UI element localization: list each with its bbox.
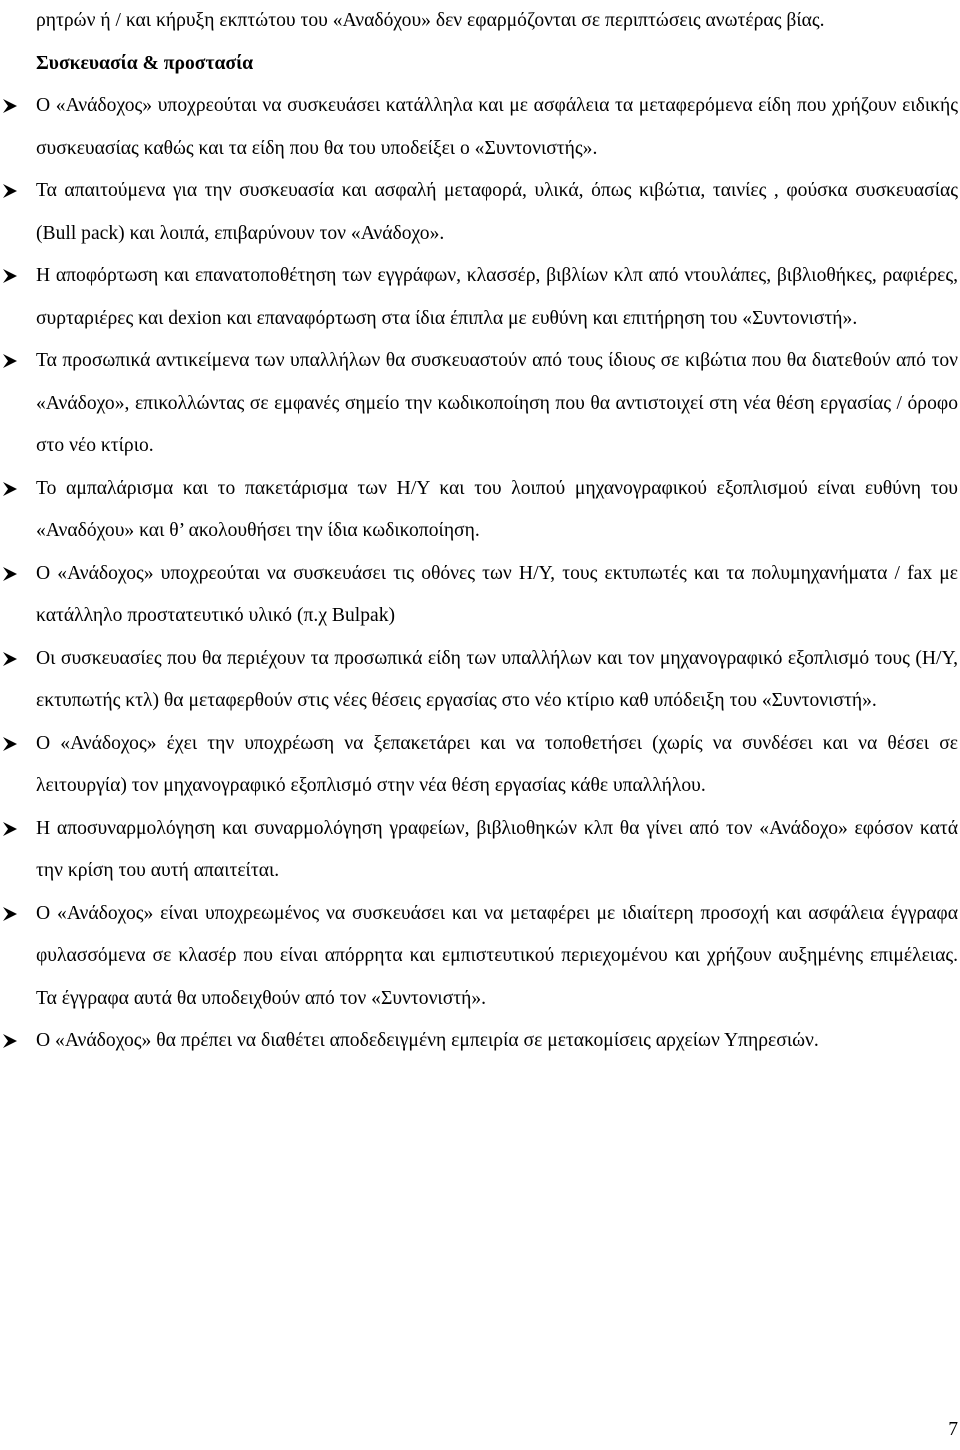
list-item: [36, 1020, 958, 1063]
page-number: 7: [948, 1419, 958, 1440]
arrow-bullet-icon: [2, 893, 18, 935]
arrow-bullet-icon: [2, 255, 18, 297]
list-item-text: Ο «Ανάδοχος» είναι υποχρεωμένος να συσκευάσει και να μεταφέρει με ιδιαίτερη προσοχή και ασφάλεια έγγραφα φυλασσόμενα σε κλασέρ που είναι απόρρητα και εμπιστευτικού περιεχομένου και χρήζουν αυξημένης επιμέλειας. Τα έγγραφα αυτά θα υποδειχθούν από τον «Συντονιστή».: [36, 902, 958, 1009]
list-item-text: Το αμπαλάρισμα και το πακετάρισμα των Η/Υ και του λοιπού μηχανογραφικού εξοπλισμού είναι ευθύνη του «Αναδόχου» και θ’ ακολουθήσει την ίδια κωδικοποίηση.: [36, 477, 958, 541]
section-heading: Συσκευασία & προστασία: [36, 52, 254, 74]
list-item-text: Τα απαιτούμενα για την συσκευασία και ασφαλή μεταφορά, υλικά, όπως κιβώτια, ταινίες , φούσκα συσκευασίας (Bull pack) και λοιπά, επιβαρύνουν τον «Ανάδοχο».: [36, 180, 958, 244]
list-item-text: Ο «Ανάδοχος» υποχρεούται να συσκευάσει τις οθόνες των Η/Υ, τους εκτυπωτές και τα πολυμηχανήματα / fax με κατάλληλο προστατευτικό υλικό (π.χ Bulpak): [36, 562, 958, 626]
list-item: [36, 170, 958, 255]
arrow-bullet-icon: [2, 170, 18, 212]
arrow-bullet-icon: [2, 638, 18, 680]
list-item: [36, 85, 958, 170]
arrow-bullet-icon: [2, 340, 18, 382]
list-item-text: Ο «Ανάδοχος» υποχρεούται να συσκευάσει κατάλληλα και με ασφάλεια τα μεταφερόμενα είδη που χρήζουν ειδικής συσκευασίας καθώς και τα είδη που θα του υποδείξει ο «Συντονιστής».: [36, 95, 958, 159]
list-item-text: Τα προσωπικά αντικείμενα των υπαλλήλων θα συσκευαστούν από τους ίδιους σε κιβώτια που θα διατεθούν από τον «Ανάδοχο», επικολλώντας σε εμφανές σημείο την κωδικοποίηση που θα αντιστοιχεί στη νέα θέση εργασίας / όροφο στο νέο κτίριο.: [36, 350, 958, 456]
list-item-text: Η αποσυναρμολόγηση και συναρμολόγηση γραφείων, βιβλιοθηκών κλπ θα γίνει από τον «Ανάδοχο» εφόσον κατά την κρίση του αυτή απαιτείται.: [36, 817, 958, 881]
list-item: [36, 553, 958, 638]
list-item: [36, 638, 958, 723]
list-item: [36, 723, 958, 808]
list-item: [36, 893, 958, 1021]
arrow-bullet-icon: [2, 553, 18, 595]
list-item: [36, 340, 958, 468]
intro-paragraph: ρητρών ή / και κήρυξη εκπτώτου του «Αναδόχου» δεν εφαρμόζονται σε περιπτώσεις ανωτέρας βίας.: [36, 10, 825, 31]
list-item-text: Ο «Ανάδοχος» θα πρέπει να διαθέτει αποδεδειγμένη εμπειρία σε μετακομίσεις αρχείων Υπηρεσιών.: [36, 1030, 819, 1051]
document-page: [36, 0, 958, 1063]
arrow-bullet-icon: [2, 85, 18, 127]
list-item: [36, 255, 958, 340]
arrow-bullet-icon: [2, 723, 18, 765]
bullet-list: [36, 85, 958, 1063]
list-item: [36, 468, 958, 553]
list-item: [36, 808, 958, 893]
arrow-bullet-icon: [2, 468, 18, 510]
list-item-text: Οι συσκευασίες που θα περιέχουν τα προσωπικά είδη των υπαλλήλων και τον μηχανογραφικό εξοπλισμό τους (Η/Υ, εκτυπωτής κτλ) θα μεταφερθούν στις νέες θέσεις εργασίας στο νέο κτίριο καθ υπόδειξη του «Συντονιστή».: [36, 647, 958, 711]
arrow-bullet-icon: [2, 1020, 18, 1062]
list-item-text: Η αποφόρτωση και επανατοποθέτηση των εγγράφων, κλασσέρ, βιβλίων κλπ από ντουλάπες, βιβλιοθήκες, ραφιέρες, συρταριέρες και dexion και επαναφόρτωση στα ίδια έπιπλα με ευθύνη και επιτήρηση του «Συντονιστή».: [36, 265, 958, 329]
list-item-text: Ο «Ανάδοχος» έχει την υποχρέωση να ξεπακετάρει και να τοποθετήσει (χωρίς να συνδέσει και να θέσει σε λειτουργία) τον μηχανογραφικό εξοπλισμό στην νέα θέση εργασίας κάθε υπαλλήλου.: [36, 732, 958, 796]
arrow-bullet-icon: [2, 808, 18, 850]
